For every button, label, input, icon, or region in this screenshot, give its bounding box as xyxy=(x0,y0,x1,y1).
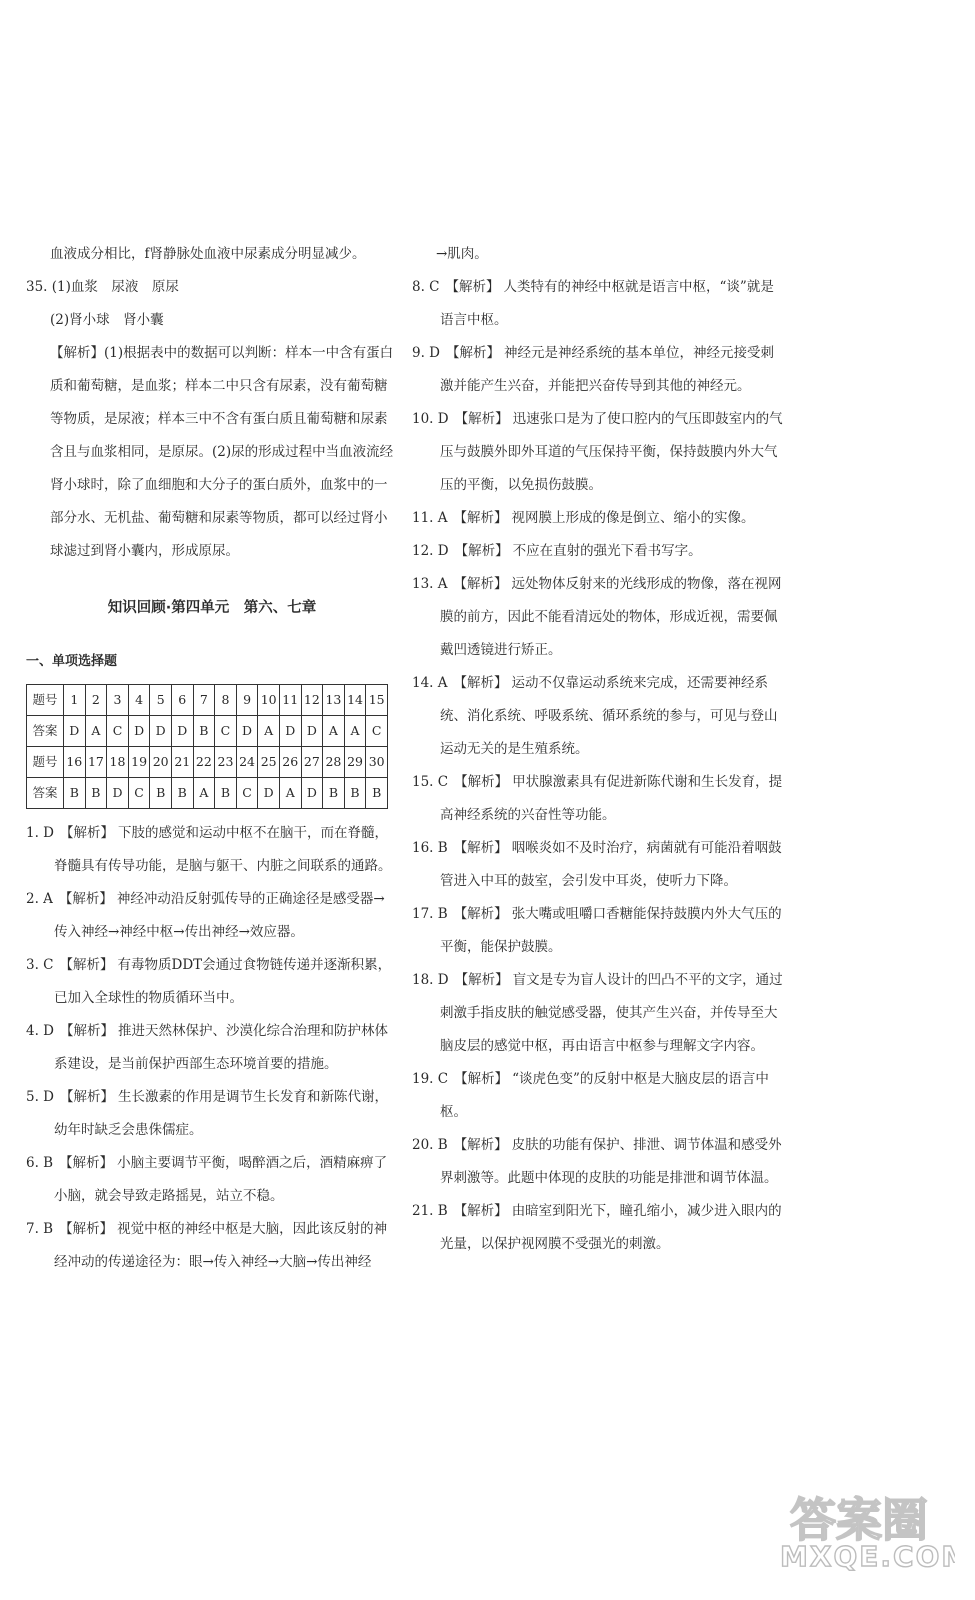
answer-number: 10. D xyxy=(412,411,449,427)
answer-number: 5. D xyxy=(26,1089,54,1105)
table-cell: D xyxy=(107,778,129,809)
answer-text: 生长激素的作用是调节生长发育和新陈代谢，幼年时缺乏会患侏儒症。 xyxy=(54,1089,388,1138)
answer-text: 神经元是神经系统的基本单位，神经元接受刺激并能产生兴奋，并能把兴奋传导到其他的神经元。 xyxy=(440,345,774,394)
table-cell: 14 xyxy=(344,685,366,716)
answer-number: 14. A xyxy=(412,675,448,691)
answer-number: 6. B xyxy=(26,1155,54,1171)
answer-text: 迅速张口是为了使口腔内的气压即鼓室内的气压与鼓膜外即外耳道的气压保持平衡，保持鼓膜内外大气压的平衡，以免损伤鼓膜。 xyxy=(440,411,783,493)
table-cell: C xyxy=(215,716,237,747)
watermark-cn: 答案圈 xyxy=(790,1493,928,1547)
analysis-tag: 【解析】 xyxy=(453,906,508,922)
table-cell: 13 xyxy=(323,685,345,716)
answer-item xyxy=(412,535,784,568)
table-cell: 4 xyxy=(128,685,150,716)
table-cell: A xyxy=(344,716,366,747)
table-cell: A xyxy=(85,716,107,747)
table-cell: C xyxy=(366,716,388,747)
q35-answer-2: (2)肾小球 肾小囊 xyxy=(50,312,164,328)
table-cell: B xyxy=(64,778,86,809)
table-cell: 17 xyxy=(85,747,107,778)
answer-text: “谈虎色变”的反射中枢是大脑皮层的语言中枢。 xyxy=(440,1071,769,1120)
answer-item xyxy=(412,898,784,964)
table-cell: B xyxy=(366,778,388,809)
analysis-tag: 【解析】 xyxy=(453,675,508,691)
intro-line: 血液成分相比，f肾静脉处血液中尿素成分明显减少。 xyxy=(50,246,366,262)
answer-item xyxy=(26,1213,398,1279)
analysis-tag: 【解析】 xyxy=(59,1221,114,1237)
answer-text: 推进天然林保护、沙漠化综合治理和防护林体系建设，是当前保护西部生态环境首要的措施。 xyxy=(54,1023,388,1072)
answer-item xyxy=(412,667,784,766)
analysis-tag: 【解析】 xyxy=(453,1203,508,1219)
answer-text: 有毒物质DDT会通过食物链传递并逐渐积累，已加入全球性的物质循环当中。 xyxy=(54,957,392,1006)
row-label: 题号 xyxy=(27,747,64,778)
table-cell: A xyxy=(279,778,301,809)
table-cell: 12 xyxy=(301,685,323,716)
answer-number: 9. D xyxy=(412,345,440,361)
answer-item xyxy=(412,568,784,667)
answer-text: 神经冲动沿反射弧传导的正确途径是感受器→传入神经→神经中枢→传出神经→效应器。 xyxy=(54,891,385,940)
table-cell: 11 xyxy=(279,685,301,716)
row-label: 答案 xyxy=(27,778,64,809)
sub-title: 一、单项选择题 xyxy=(26,654,118,669)
analysis-tag: 【解析】 xyxy=(445,279,500,295)
table-cell: 8 xyxy=(215,685,237,716)
table-cell: 10 xyxy=(258,685,280,716)
answer-number: 16. B xyxy=(412,840,448,856)
table-cell: A xyxy=(323,716,345,747)
row-label: 题号 xyxy=(27,685,64,716)
answer-number: 12. D xyxy=(412,543,449,559)
answer-number: 17. B xyxy=(412,906,448,922)
answer-number: 15. C xyxy=(412,774,449,790)
table-cell: D xyxy=(301,778,323,809)
table-cell: D xyxy=(150,716,172,747)
answer-item xyxy=(26,1147,398,1213)
analysis-tag: 【解析】 xyxy=(59,1155,114,1171)
table-cell: 30 xyxy=(366,747,388,778)
table-cell: 16 xyxy=(64,747,86,778)
table-cell: B xyxy=(150,778,172,809)
table-cell: 25 xyxy=(258,747,280,778)
table-cell: 6 xyxy=(171,685,193,716)
answer-text: 小脑主要调节平衡，喝醉酒之后，酒精麻痹了小脑，就会导致走路摇晃，站立不稳。 xyxy=(54,1155,388,1204)
answer-item xyxy=(26,949,398,1015)
answer-item xyxy=(412,403,784,502)
table-cell: 3 xyxy=(107,685,129,716)
answer-text: 张大嘴或咀嚼口香糖能保持鼓膜内外大气压的平衡，能保护鼓膜。 xyxy=(440,906,782,955)
answer-item xyxy=(26,817,398,883)
answer-text: 运动不仅靠运动系统来完成，还需要神经系统、消化系统、呼吸系统、循环系统的参与，可见与登山运动无关的是生殖系统。 xyxy=(440,675,778,757)
table-cell: D xyxy=(279,716,301,747)
table-cell: 1 xyxy=(64,685,86,716)
table-cell: C xyxy=(128,778,150,809)
table-cell: 18 xyxy=(107,747,129,778)
table-cell: D xyxy=(171,716,193,747)
table-cell: B xyxy=(323,778,345,809)
table-cell: A xyxy=(258,716,280,747)
answer-number: 7. B xyxy=(26,1221,54,1237)
analysis-tag: 【解析】 xyxy=(60,1023,114,1039)
table-cell: C xyxy=(236,778,258,809)
analysis-tag: 【解析】 xyxy=(60,825,114,841)
answer-item xyxy=(412,502,784,535)
table-cell: 22 xyxy=(193,747,215,778)
analysis-tag: 【解析】 xyxy=(58,891,113,907)
answer-text: 视网膜上形成的像是倒立、缩小的实像。 xyxy=(511,510,755,526)
table-cell: 7 xyxy=(193,685,215,716)
watermark-logo xyxy=(770,1492,955,1572)
answer-number: 3. C xyxy=(26,957,54,973)
answer-number: 21. B xyxy=(412,1203,448,1219)
table-cell: B xyxy=(344,778,366,809)
answer-number: 4. D xyxy=(26,1023,54,1039)
table-cell: B xyxy=(85,778,107,809)
answer-text: 视觉中枢的神经中枢是大脑，因此该反射的神经冲动的传递途径为：眼→传入神经→大脑→传出神经 xyxy=(54,1221,388,1270)
analysis-tag: 【解析】 xyxy=(453,1137,508,1153)
answer-text: 远处物体反射来的光线形成的物像，落在视网膜的前方，因此不能看清远处的物体，形成近视，需要佩戴凹透镜进行矫正。 xyxy=(440,576,782,658)
table-cell: 2 xyxy=(85,685,107,716)
answer-item xyxy=(26,1081,398,1147)
answer-item xyxy=(412,271,784,337)
answer-text: 下肢的感觉和运动中枢不在脑干，而在脊髓，脊髓具有传导功能，是脑与躯干、内脏之间联系的通路。 xyxy=(54,825,392,874)
table-cell: D xyxy=(64,716,86,747)
watermark-en: MXQE.COM xyxy=(780,1540,955,1572)
analysis-tag: 【解析】 xyxy=(454,411,509,427)
table-cell: C xyxy=(107,716,129,747)
table-cell: A xyxy=(193,778,215,809)
answer-text: 皮肤的功能有保护、排泄、调节体温和感受外界刺激等。此题中体现的皮肤的功能是排泄和调节体温。 xyxy=(440,1137,782,1186)
table-cell: 5 xyxy=(150,685,172,716)
right-column xyxy=(412,238,784,1261)
table-cell: 15 xyxy=(366,685,388,716)
table-cell: D xyxy=(128,716,150,747)
analysis-tag: 【解析】 xyxy=(454,543,509,559)
answer-number: 11. A xyxy=(412,510,448,526)
answer-item xyxy=(412,337,784,403)
table-row xyxy=(27,778,388,809)
q35-explanation: 【解析】(1)根据表中的数据可以判断：样本一中含有蛋白质和葡萄糖，是血浆；样本二中只含有尿素，没有葡萄糖等物质，是尿液；样本三中不含有蛋白质且葡萄糖和尿素含且与血浆相同，是原尿。(2)尿的形成过程中当血液流经肾小球时，除了血细胞和大分子的蛋白质外，血浆中的一部分水、无机盐、葡萄糖和尿素等物质，都可以经过肾小球滤过到肾小囊内，形成原尿。 xyxy=(50,345,394,559)
section-title: 知识回顾·第四单元 第六、七章 xyxy=(107,600,317,616)
answer-item xyxy=(412,1129,784,1195)
answer-item xyxy=(412,1063,784,1129)
answer-item xyxy=(412,766,784,832)
table-cell: B xyxy=(215,778,237,809)
analysis-tag: 【解析】 xyxy=(59,957,114,973)
answer-item xyxy=(26,1015,398,1081)
table-cell: 23 xyxy=(215,747,237,778)
table-cell: 9 xyxy=(236,685,258,716)
table-row xyxy=(27,716,388,747)
analysis-tag: 【解析】 xyxy=(60,1089,114,1105)
q35-answer: 35. (1)血浆 尿液 原尿 xyxy=(26,279,179,295)
table-cell: 20 xyxy=(150,747,172,778)
answer-item xyxy=(412,832,784,898)
answer-table xyxy=(26,684,388,809)
answer-number: 13. A xyxy=(412,576,448,592)
answer-text: 人类特有的神经中枢就是语言中枢，“谈”就是语言中枢。 xyxy=(440,279,774,328)
analysis-tag: 【解析】 xyxy=(453,510,508,526)
answer-text: 盲文是专为盲人设计的凹凸不平的文字，通过刺激手指皮肤的触觉感受器，使其产生兴奋，并传导至大脑皮层的感觉中枢，再由语言中枢参与理解文字内容。 xyxy=(440,972,783,1054)
table-cell: 21 xyxy=(171,747,193,778)
answer-number: 1. D xyxy=(26,825,54,841)
table-cell: D xyxy=(236,716,258,747)
table-cell: 26 xyxy=(279,747,301,778)
continuation-line: →肌肉。 xyxy=(436,246,488,262)
answer-item xyxy=(412,964,784,1063)
table-cell: D xyxy=(301,716,323,747)
answer-item xyxy=(412,1195,784,1261)
analysis-tag: 【解析】 xyxy=(446,345,500,361)
table-cell: 29 xyxy=(344,747,366,778)
table-cell: 28 xyxy=(323,747,345,778)
analysis-tag: 【解析】 xyxy=(454,972,509,988)
table-cell: B xyxy=(171,778,193,809)
table-cell: D xyxy=(258,778,280,809)
answer-item xyxy=(26,883,398,949)
table-cell: 19 xyxy=(128,747,150,778)
analysis-tag: 【解析】 xyxy=(454,774,509,790)
answer-text: 由暗室到阳光下，瞳孔缩小，减少进入眼内的光量，以保护视网膜不受强光的刺激。 xyxy=(440,1203,782,1252)
table-cell: 27 xyxy=(301,747,323,778)
answer-text: 咽喉炎如不及时治疗，病菌就有可能沿着咽鼓管进入中耳的鼓室，会引发中耳炎，使听力下降。 xyxy=(440,840,782,889)
answer-text: 不应在直射的强光下看书写字。 xyxy=(512,543,702,559)
answer-number: 8. C xyxy=(412,279,440,295)
left-column xyxy=(26,238,398,1279)
row-label: 答案 xyxy=(27,716,64,747)
table-cell: B xyxy=(193,716,215,747)
analysis-tag: 【解析】 xyxy=(454,1071,509,1087)
answer-number: 19. C xyxy=(412,1071,449,1087)
answer-text: 甲状腺激素具有促进新陈代谢和生长发育，提高神经系统的兴奋性等功能。 xyxy=(440,774,783,823)
answer-number: 18. D xyxy=(412,972,449,988)
answer-number: 2. A xyxy=(26,891,53,907)
answer-number: 20. B xyxy=(412,1137,448,1153)
analysis-tag: 【解析】 xyxy=(453,576,508,592)
table-row xyxy=(27,685,388,716)
table-cell: 24 xyxy=(236,747,258,778)
table-row xyxy=(27,747,388,778)
analysis-tag: 【解析】 xyxy=(453,840,508,856)
